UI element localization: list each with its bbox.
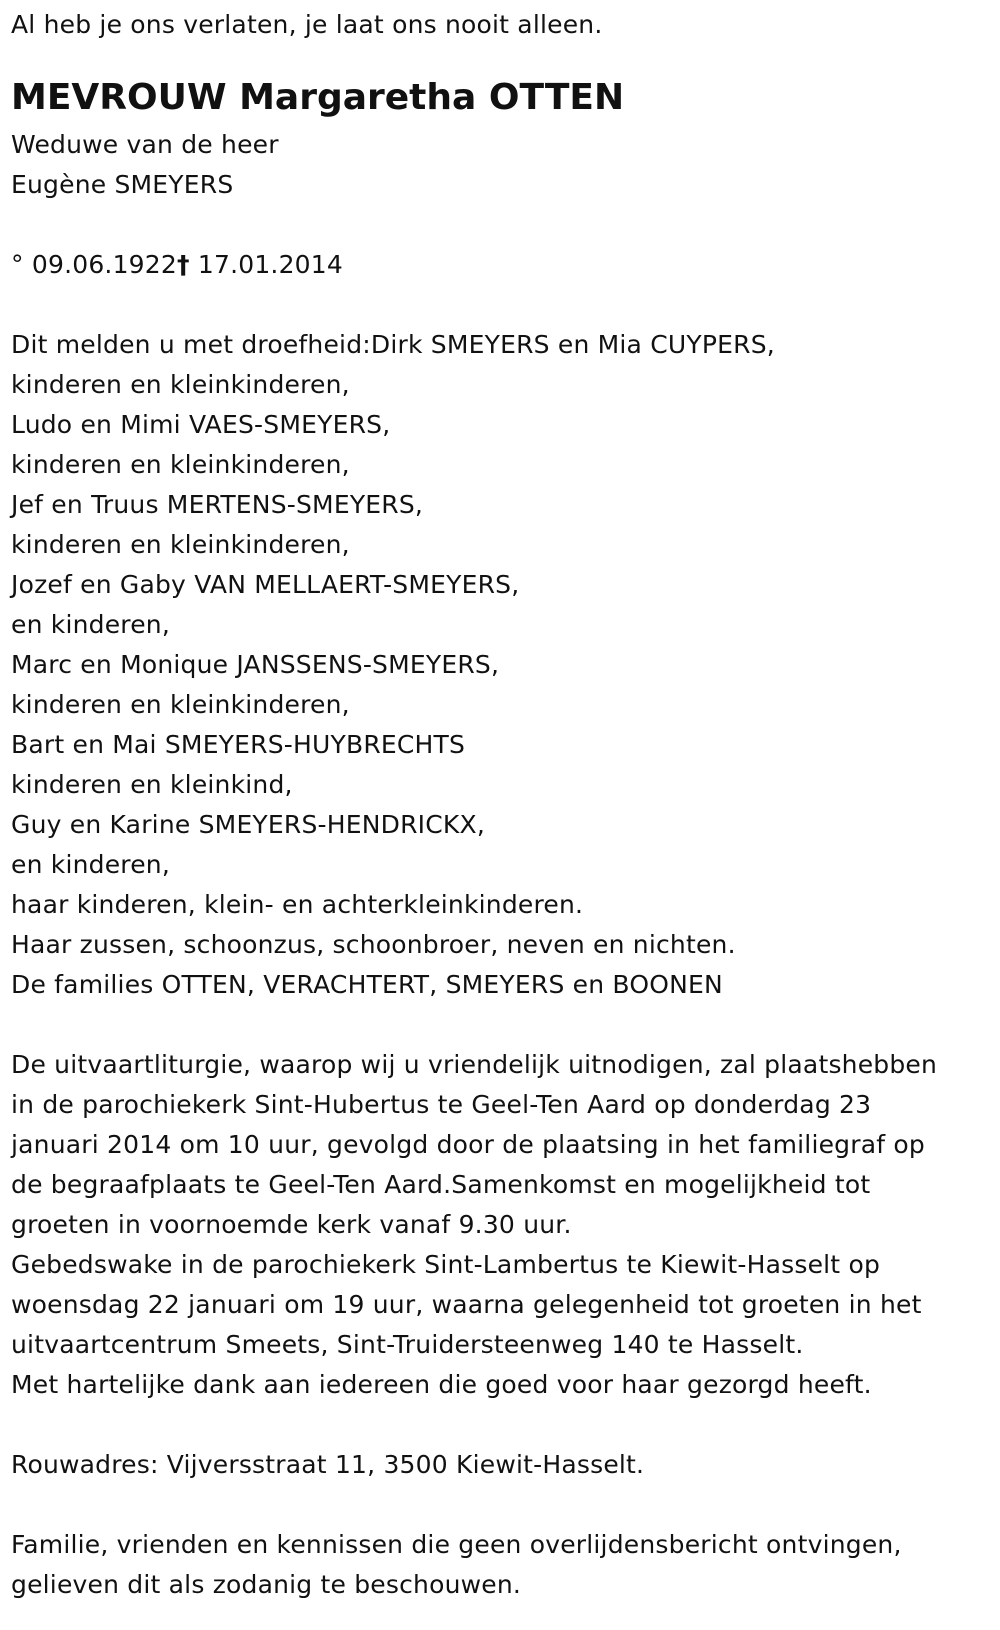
spacer: [11, 1485, 991, 1525]
life-dates: [11, 245, 991, 285]
ceremony-line: groeten in voornoemde kerk vanaf 9.30 uur.: [11, 1210, 572, 1239]
ceremony-line: januari 2014 om 10 uur, gevolgd door de plaatsing in het familiegraf op: [11, 1130, 925, 1159]
intro-quote: Al heb je ons verlaten, je laat ons nooit alleen.: [11, 10, 603, 39]
family-line: kinderen en kleinkinderen,: [11, 370, 350, 399]
subtitle-line: Weduwe van de heer: [11, 130, 279, 159]
family-line: Marc en Monique JANSSENS-SMEYERS,: [11, 650, 500, 679]
closing-line: gelieven dit als zodanig te beschouwen.: [11, 1570, 522, 1599]
closing-note: [11, 1525, 991, 1605]
family-line: Bart en Mai SMEYERS-HUYBRECHTS: [11, 730, 466, 759]
family-list: [11, 325, 991, 1005]
closing-line: Familie, vrienden en kennissen die geen overlijdensbericht ontvingen,: [11, 1530, 902, 1559]
family-line: Dit melden u met droefheid:Dirk SMEYERS en Mia CUYPERS,: [11, 330, 775, 359]
family-line: kinderen en kleinkinderen,: [11, 530, 350, 559]
deceased-name: MEVROUW Margaretha OTTEN: [11, 77, 625, 118]
family-line: Ludo en Mimi VAES-SMEYERS,: [11, 410, 391, 439]
obituary: [11, 0, 991, 1605]
family-line: kinderen en kleinkind,: [11, 770, 293, 799]
family-line: en kinderen,: [11, 610, 170, 639]
family-line: en kinderen,: [11, 850, 170, 879]
subtitle-line: Eugène SMEYERS: [11, 170, 234, 199]
ceremony-line: in de parochiekerk Sint-Hubertus te Geel-Ten Aard op donderdag 23: [11, 1090, 872, 1119]
birth-mark: °: [11, 250, 24, 279]
ceremony-line: Gebedswake in de parochiekerk Sint-Lambertus te Kiewit-Hasselt op: [11, 1250, 881, 1279]
family-line: De families OTTEN, VERACHTERT, SMEYERS en BOONEN: [11, 970, 723, 999]
family-line: haar kinderen, klein- en achterkleinkinderen.: [11, 890, 584, 919]
family-line: Jef en Truus MERTENS-SMEYERS,: [11, 490, 424, 519]
ceremony-line: uitvaartcentrum Smeets, Sint-Truidersteenweg 140 te Hasselt.: [11, 1330, 804, 1359]
mourning-address: Rouwadres: Vijversstraat 11, 3500 Kiewit-Hasselt.: [11, 1450, 645, 1479]
birth-date: 09.06.1922: [31, 250, 177, 279]
ceremony-line: de begraafplaats te Geel-Ten Aard.Samenkomst en mogelijkheid tot: [11, 1170, 871, 1199]
ceremony-line: woensdag 22 januari om 19 uur, waarna gelegenheid tot groeten in het: [11, 1290, 922, 1319]
family-line: kinderen en kleinkinderen,: [11, 450, 350, 479]
ceremony-details: [11, 1045, 991, 1405]
ceremony-line: De uitvaartliturgie, waarop wij u vriendelijk uitnodigen, zal plaatshebben: [11, 1050, 938, 1079]
ceremony-line: Met hartelijke dank aan iedereen die goed voor haar gezorgd heeft.: [11, 1370, 872, 1399]
family-line: kinderen en kleinkinderen,: [11, 690, 350, 719]
death-date: 17.01.2014: [197, 250, 343, 279]
spacer: [11, 1405, 991, 1445]
spacer: [11, 285, 991, 325]
family-line: Haar zussen, schoonzus, schoonbroer, neven en nichten.: [11, 930, 736, 959]
spacer: [11, 1005, 991, 1045]
cross-icon: †: [177, 250, 190, 279]
spacer: [11, 205, 991, 245]
family-line: Guy en Karine SMEYERS-HENDRICKX,: [11, 810, 485, 839]
family-line: Jozef en Gaby VAN MELLAERT-SMEYERS,: [11, 570, 520, 599]
